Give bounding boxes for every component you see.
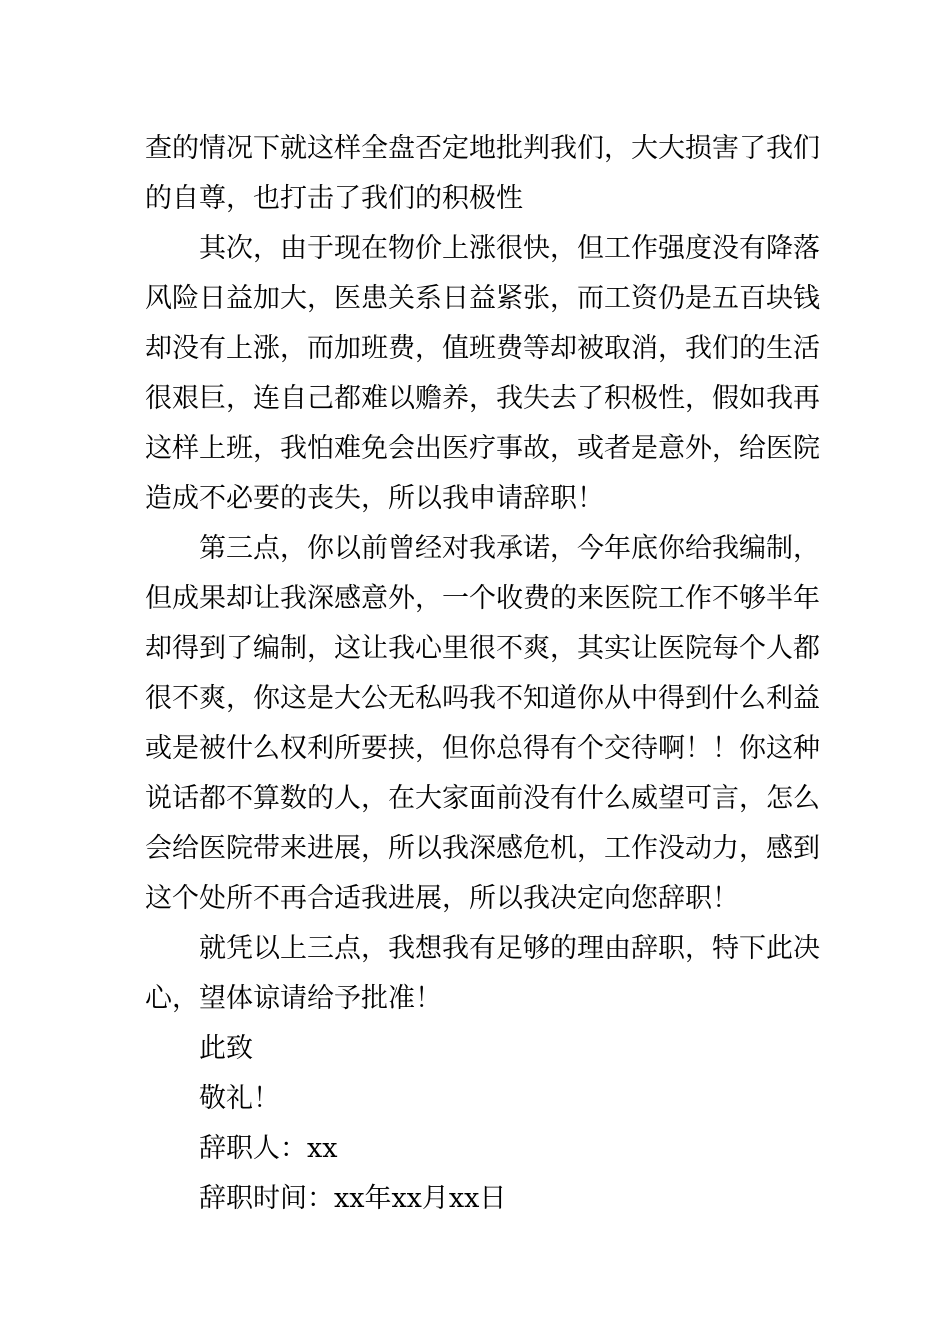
paragraph-line: 很艰巨，连自己都难以赡养，我失去了积极性，假如我再 xyxy=(145,383,820,414)
paragraph-line: 很不爽，你这是大公无私吗我不知道你从中得到什么利益 xyxy=(145,683,820,714)
paragraph-line: 这个处所不再合适我进展，所以我决定向您辞职！ xyxy=(145,883,739,914)
paragraph-line: 心，望体谅请给予批准！ xyxy=(145,983,442,1014)
paragraph-line: 却得到了编制，这让我心里很不爽，其实让医院每个人都 xyxy=(145,633,820,664)
paragraph-line: 就凭以上三点，我想我有足够的理由辞职，特下此决 xyxy=(199,933,820,964)
paragraph-continuation xyxy=(145,124,820,224)
paragraph-line: 却没有上涨，而加班费，值班费等却被取消，我们的生活 xyxy=(145,333,820,364)
paragraph-line: 会给医院带来进展，所以我深感危机，工作没动力，感到 xyxy=(145,833,820,864)
paragraph-line: 的自尊，也打击了我们的积极性 xyxy=(145,183,523,214)
paragraph-conclusion xyxy=(145,924,820,1024)
paragraph-line: 这样上班，我怕难免会出医疗事故，或者是意外，给医院 xyxy=(145,433,820,464)
letter-closing xyxy=(145,1024,810,1224)
closing-salutation: 此致 xyxy=(199,1033,253,1064)
resignation-date: 辞职时间：xx年xx月xx日 xyxy=(199,1183,507,1214)
paragraph-third-reason xyxy=(145,524,820,924)
letter-body xyxy=(145,124,820,1224)
paragraph-line: 或是被什么权利所要挟，但你总得有个交待啊！！你这种 xyxy=(145,733,820,764)
paragraph-line: 查的情况下就这样全盘否定地批判我们，大大损害了我们 xyxy=(145,133,820,164)
paragraph-line: 风险日益加大，医患关系日益紧张，而工资仍是五百块钱 xyxy=(145,283,820,314)
closing-regards: 敬礼！ xyxy=(199,1083,280,1114)
resigner-name: 辞职人：xx xyxy=(199,1133,338,1164)
paragraph-line: 但成果却让我深感意外，一个收费的来医院工作不够半年 xyxy=(145,583,820,614)
paragraph-line: 第三点，你以前曾经对我承诺，今年底你给我编制， xyxy=(199,533,820,564)
paragraph-second-reason xyxy=(145,224,820,524)
paragraph-line: 造成不必要的丧失，所以我申请辞职！ xyxy=(145,483,604,514)
paragraph-line: 其次，由于现在物价上涨很快，但工作强度没有降落 xyxy=(199,233,820,264)
paragraph-line: 说话都不算数的人，在大家面前没有什么威望可言，怎么 xyxy=(145,783,820,814)
